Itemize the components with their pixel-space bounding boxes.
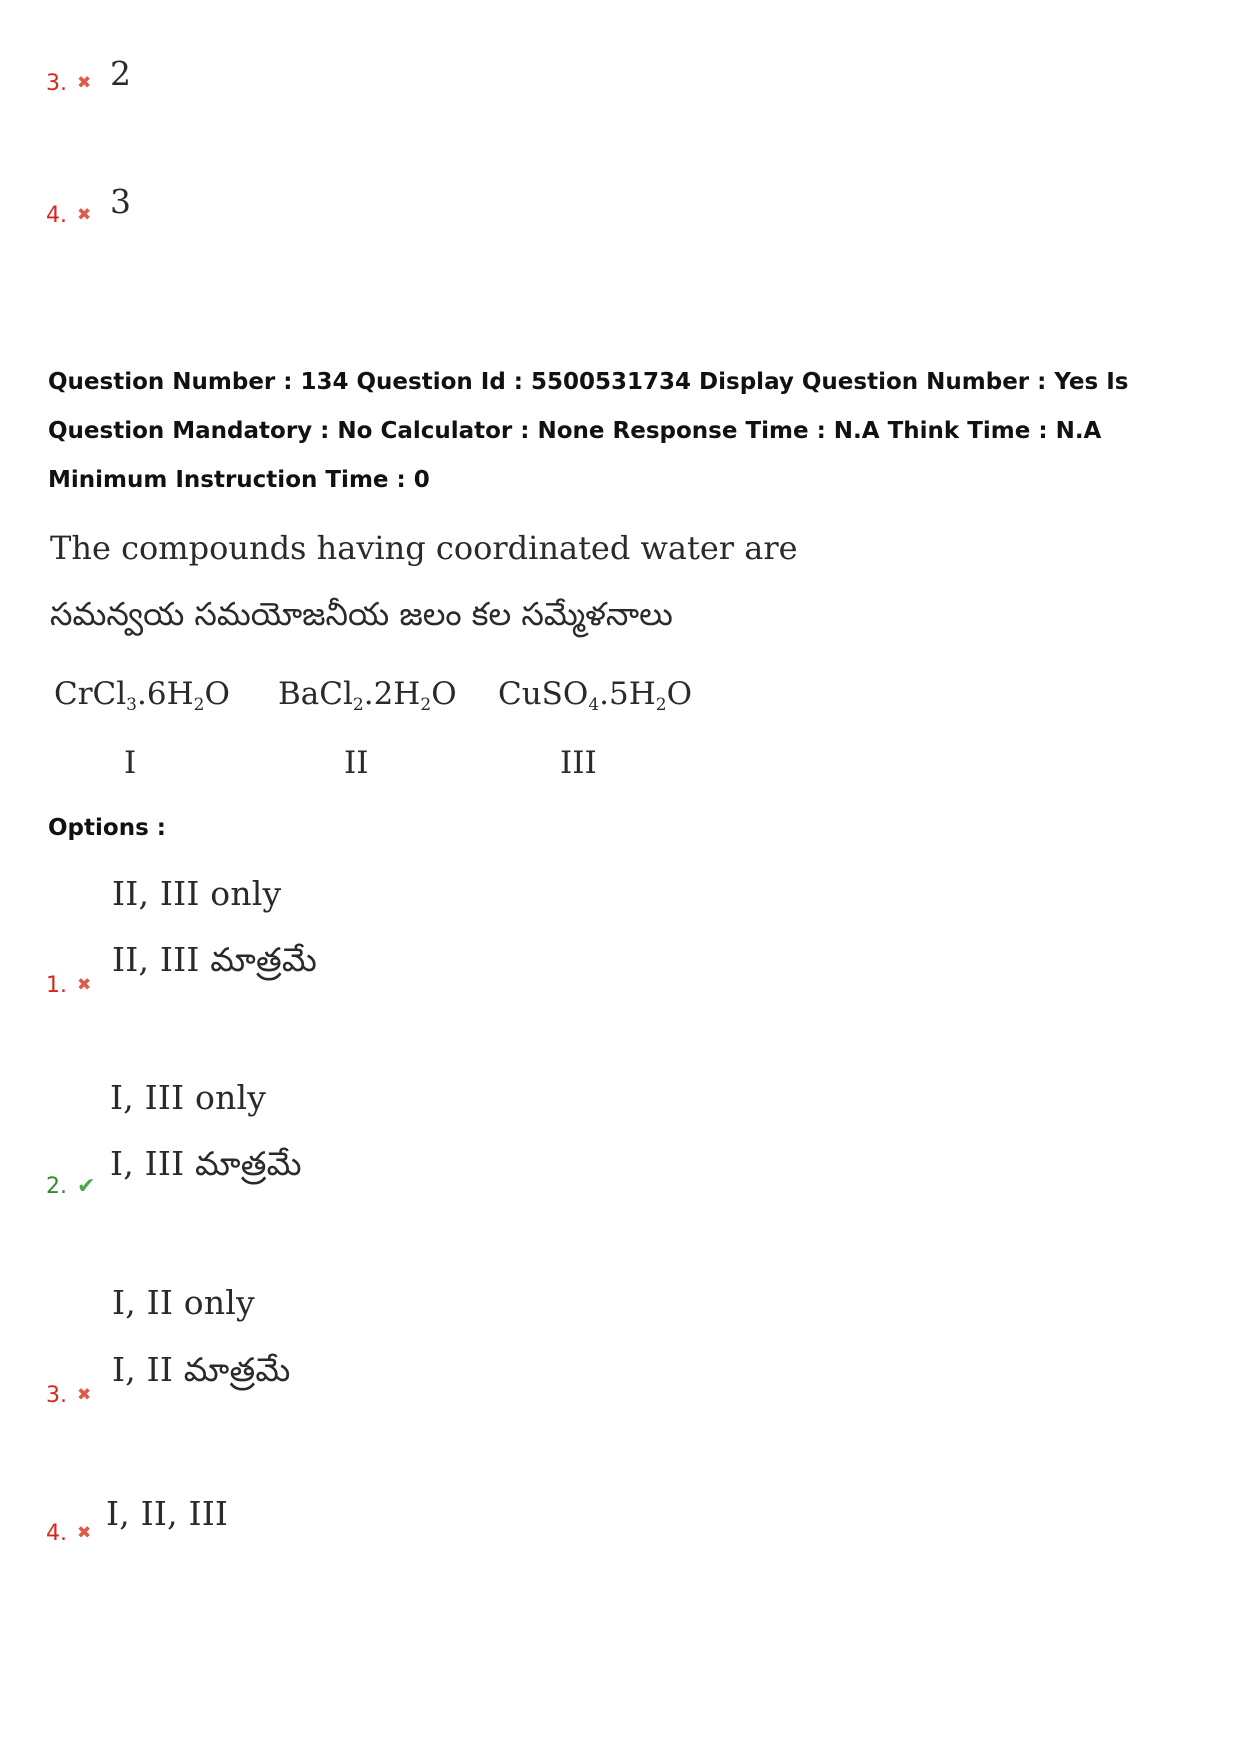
option-number: 3. [46, 1383, 67, 1408]
question-stem-english: The compounds having coordinated water are [50, 529, 798, 567]
option-number: 2. [46, 1174, 67, 1199]
option-number: 4. [46, 1521, 67, 1546]
option-number: 1. [46, 973, 67, 998]
options-label: Options : [48, 815, 166, 841]
compound-1: $CrCl_3.6H_2O$ [54, 676, 230, 715]
compound-3: $CuSO_4.5H_2O$ [498, 676, 693, 715]
cross-icon: ✖ [77, 205, 92, 225]
option-2-marker [46, 1174, 95, 1200]
prev-option-4 [46, 202, 91, 229]
question-stem-telugu: సమన్వయ సమయోజనీయ జలం కల సమ్మేళనాలు [50, 595, 673, 633]
prev-option-3 [46, 70, 91, 97]
option-3-marker [46, 1382, 91, 1409]
option-4-english: I, II, III [106, 1494, 229, 1533]
option-1-marker [46, 972, 91, 999]
option-2-english: I, III only [110, 1078, 267, 1117]
option-3-telugu: I, II మాత్రమే [112, 1350, 291, 1389]
option-3-english: I, II only [112, 1283, 255, 1322]
prev-option-4-text: 3 [110, 182, 132, 221]
option-1-english: II, III only [112, 874, 282, 913]
compound-2: $BaCl_2.2H_2O$ [278, 676, 457, 715]
option-number: 3. [46, 71, 67, 96]
option-2-telugu: I, III మాత్రమే [110, 1144, 302, 1183]
option-4-marker [46, 1520, 91, 1547]
compound-3-label: III [560, 745, 597, 781]
prev-option-3-text: 2 [110, 54, 132, 93]
question-meta: Question Number : 134 Question Id : 5500531734 Display Question Number : Yes Is Question Mandatory : No Calculator : None Response Time : N.A Think Time : N.A Minimum Instruction Time : 0 [48, 369, 1129, 493]
cross-icon: ✖ [77, 1523, 92, 1543]
cross-icon: ✖ [77, 73, 92, 93]
check-icon: ✔ [77, 1174, 96, 1199]
option-1-telugu: II, III మాత్రమే [112, 940, 317, 979]
compound-2-label: II [344, 745, 369, 781]
cross-icon: ✖ [77, 1385, 92, 1405]
option-number: 4. [46, 203, 67, 228]
cross-icon: ✖ [77, 975, 92, 995]
compound-1-label: I [124, 745, 137, 781]
